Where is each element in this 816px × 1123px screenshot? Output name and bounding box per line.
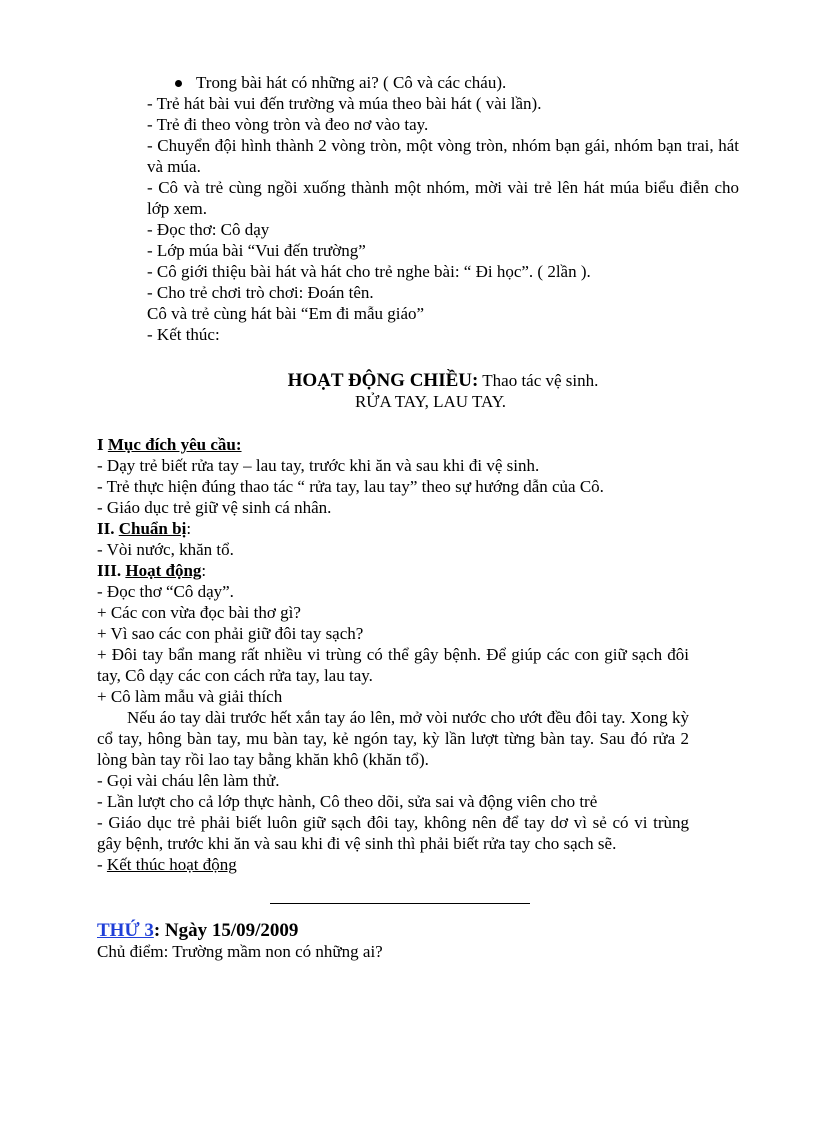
line-8: - Cho trẻ chơi trò chơi: Đoán tên. [147,283,374,302]
section-3-end-dash: - [97,855,107,874]
activity-heading [147,370,739,391]
section-2-item: - Vòi nước, khăn tổ. [97,540,234,559]
section-1-item-3: - Giáo dục trẻ giữ vệ sinh cá nhân. [97,498,332,517]
activity-subtitle: RỬA TAY, LAU TAY. [354,392,507,411]
line-3: - Chuyển đội hình thành 2 vòng tròn, một vòng tròn, nhóm bạn gái, nhóm bạn trai, hát và múa. [147,136,739,176]
section-1-title [97,434,739,455]
section-2-prefix: II. [97,519,119,538]
section-3-item-1: - Đọc thơ “Cô dạy”. [97,582,234,601]
activity-heading-bold: HOẠT ĐỘNG CHIỀU: [287,370,479,391]
section-3-item-2: + Các con vừa đọc bài thơ gì? [97,603,301,622]
section-1-prefix: I [97,435,108,454]
line-2: - Trẻ đi theo vòng tròn và đeo nơ vào tay. [147,115,429,134]
line-6: - Lớp múa bài “Vui đến trường” [147,241,366,260]
line-1: - Trẻ hát bài vui đến trường và múa theo bài hát ( vài lần). [147,94,542,113]
section-3-end-text: Kết thúc hoạt động [106,855,237,874]
day-date: : Ngày 15/09/2009 [153,920,299,941]
bullet-line [147,72,739,93]
section-1-title-text: Mục đích yêu cầu: [107,435,242,454]
bullet-text: Trong bài hát có những ai? ( Cô và các cháu). [196,73,507,92]
day-heading [97,920,739,941]
line-3-wrapper [97,135,739,177]
section-3-end [97,854,739,875]
section-2-title [97,518,739,539]
section-3-item-6: Nếu áo tay dài trước hết xắn tay áo lên, mở vòi nước cho ướt đều đôi tay. Xong kỳ cổ tay, hông bàn tay, mu bàn tay, kẻ ngón tay, kỳ lần lượt từng bàn tay. Sau đó rửa 2 lòng bàn tay rồi lao tay bằng khăn khô (khăn tổ). [97,708,689,769]
line-7: - Cô giới thiệu bài hát và hát cho trẻ nghe bài: “ Đi học”. ( 2lần ). [147,262,591,281]
bullet-dot-icon [175,80,182,87]
line-4: - Cô và trẻ cùng ngồi xuống thành một nhóm, mời vài trẻ lên hát múa biểu điễn cho lớp xem. [147,178,739,218]
line-10: - Kết thúc: [147,325,220,344]
section-3-suffix: : [201,561,207,580]
day-theme: Chủ điểm: Trường mầm non có những ai? [97,942,383,961]
section-3-item-8: - Lần lượt cho cả lớp thực hành, Cô theo dõi, sửa sai và động viên cho trẻ [97,792,598,811]
day-label-link[interactable]: THỨ 3 [97,920,154,941]
section-3-title [97,560,739,581]
section-3-title-text: Hoạt động [125,561,202,580]
section-3-item-7: - Gọi vài cháu lên làm thử. [97,771,280,790]
line-4-wrapper [97,177,739,219]
horizontal-divider [270,903,530,904]
line-9: Cô và trẻ cùng hát bài “Em đi mẫu giáo” [147,304,425,323]
section-3-prefix: III. [97,561,126,580]
activity-heading-rest: Thao tác vệ sinh. [478,371,599,390]
line-5: - Đọc thơ: Cô dạy [147,220,270,239]
section-1-item-1: - Dạy trẻ biết rửa tay – lau tay, trước khi ăn và sau khi đi vệ sinh. [97,456,540,475]
section-2-title-text: Chuẩn bị [118,519,187,538]
section-1-item-2: - Trẻ thực hiện đúng thao tác “ rửa tay, lau tay” theo sự hướng dẫn của Cô. [97,477,604,496]
section-3-item-9: - Giáo dục trẻ phải biết luôn giữ sạch đôi tay, không nên để tay dơ vì sẻ có vi trùng gây bệnh, trước khi ăn và sau khi đi vệ sinh thì phải biết rửa tay cho sạch sẽ. [97,813,689,853]
section-2-suffix: : [186,519,192,538]
section-3-item-4: + Đôi tay bẩn mang rất nhiều vi trùng có thể gây bệnh. Để giúp các con giữ sạch đôi tay, Cô dạy các con cách rửa tay, lau tay. [97,645,689,685]
document-page [97,72,739,962]
section-3-item-5: + Cô làm mẫu và giải thích [97,687,283,706]
section-1 [97,434,739,962]
section-3-item-3: + Vì sao các con phải giữ đôi tay sạch? [97,624,364,643]
